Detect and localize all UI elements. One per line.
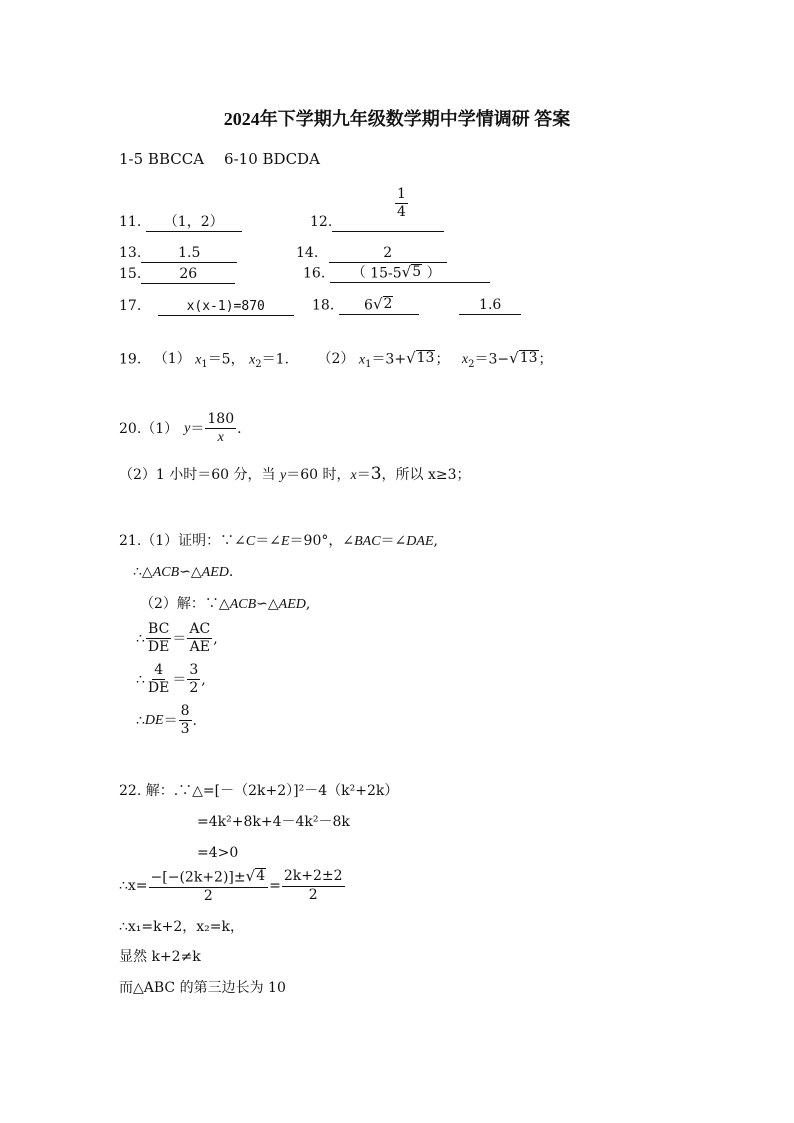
- q22-line4: ∴x= −[−(2k+2)]± √ 4 2 = $\frac{2k+2\pm 2}{2}$: [119, 867, 343, 904]
- q13-number: 13.: [119, 245, 142, 261]
- q19: 19. （1） $x_1=5$， $x_2=1$. （2） $x_1=3+$ √ 13 ； $x_2=3-$ √ 13 ；: [119, 349, 553, 371]
- q16: [303, 264, 490, 283]
- mc-answers: [119, 152, 320, 167]
- q20-numerator: 180: [205, 412, 236, 429]
- q11-answer: （1，2）: [146, 215, 242, 232]
- q16-answer: [330, 264, 490, 283]
- q12-number: 12.: [310, 214, 333, 230]
- q16-value: 15-5: [370, 265, 402, 282]
- page-title: 2024年下学期九年级数学期中学情调研 答案: [223, 109, 571, 129]
- mc-answers-1-5: 1-5 BBCCA: [119, 150, 205, 168]
- mc-answers-6-10: 6-10 BDCDA: [224, 150, 320, 168]
- q19-part1-label: （1）: [153, 351, 191, 368]
- q13-answer: 1.5: [141, 246, 237, 263]
- q13: [119, 246, 237, 263]
- q18-number: 18.: [312, 297, 335, 314]
- q19-sqrt-2: √ 13: [509, 349, 538, 368]
- q16-sqrt: √ 5: [401, 263, 422, 282]
- q20-part1: 20.（1） y ＝ $\frac{180}{x}$ .: [119, 411, 242, 446]
- q16-open-paren: （: [351, 265, 366, 282]
- q19-sqrt-1: √ 13: [406, 349, 435, 368]
- q20-part2: （2）1 小时＝60 分，当 y＝60 时，x＝3，所以 x≥3；: [119, 464, 471, 484]
- q22-line7: 而△ABC 的第三边长为 10: [119, 980, 286, 996]
- q21-line2: ∴△ACB∽△AED.: [133, 564, 234, 580]
- q17-number: 17.: [119, 298, 142, 314]
- q17: [119, 299, 294, 316]
- q18-answer-1: 6 √ 2: [339, 296, 419, 315]
- q12-answer: [332, 187, 444, 232]
- q15-number: 15.: [119, 266, 142, 282]
- q15-answer: 26: [141, 267, 235, 284]
- q14-number: 14.: [296, 245, 319, 261]
- q21-line1: 21.（1）证明：∵∠C＝∠E＝90°，∠BAC＝∠DAE,: [119, 533, 438, 549]
- q21-ratio-1: ∴ $\frac{BC}{DE}$ ＝ $\frac{AC}{AE}$ ,: [136, 621, 218, 656]
- q18-sqrt: √ 2: [372, 295, 393, 314]
- q21-result: ∴ DE ＝ $\frac{8}{3}$ .: [136, 703, 197, 738]
- q11-number: 11.: [119, 214, 142, 230]
- q18-answer-2: 1.6: [459, 298, 521, 315]
- q17-answer: x(x-1)=870: [158, 300, 294, 316]
- q22-line1: 22. 解：.∵△=[－（2k+2）]²－4（k²+2k）: [119, 783, 399, 799]
- q20-number: 20.（1）: [119, 420, 179, 437]
- q21-ratio-2: ∴ $\frac{4}{DE}$ ＝ $\frac{3}{2}$ ,: [136, 662, 206, 697]
- q19-part2-label: （2）: [317, 351, 355, 368]
- q12-numerator: 1: [395, 187, 408, 204]
- q21-line3: （2）解：∵△ACB∽△AED,: [140, 596, 311, 612]
- q20-denominator: x: [217, 430, 224, 446]
- q22-line5: ∴x₁=k+2，x₂=k，: [119, 919, 244, 935]
- q15: [119, 267, 235, 284]
- q14: [296, 246, 447, 263]
- q22-line6: 显然 k+2≠k: [119, 949, 201, 965]
- q16-number: 16.: [303, 265, 326, 282]
- q16-close-paren: ）: [426, 265, 441, 282]
- q12-denominator: 4: [397, 204, 406, 221]
- q18: [312, 296, 521, 315]
- q11: [119, 215, 242, 232]
- q22-line2: =4k²+8k+4－4k²－8k: [197, 814, 350, 830]
- q14-answer: 2: [329, 246, 447, 263]
- q22-line3: =4>0: [197, 845, 239, 861]
- q19-number: 19.: [119, 351, 142, 368]
